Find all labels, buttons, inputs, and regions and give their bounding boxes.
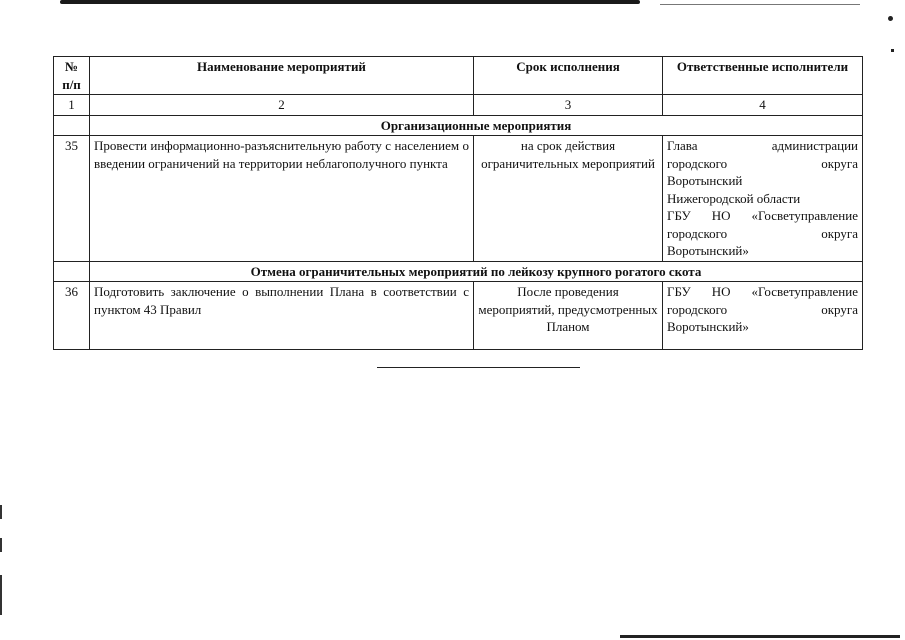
resp-line: Воротынский» <box>667 319 749 334</box>
col-number-cell: 3 <box>474 95 663 116</box>
row-name: Провести информационно-разъяснительную работу с населением о введении ограничений на территории неблагополучного пункта <box>90 136 474 262</box>
resp-line: городского округа <box>667 301 858 317</box>
col-number-cell: 1 <box>54 95 90 116</box>
resp-line: Воротынский» <box>667 243 749 258</box>
scan-artifact-bottom-bar <box>620 635 900 638</box>
row-num: 36 <box>54 282 90 350</box>
row-resp <box>663 282 863 350</box>
header-term: Срок исполнения <box>474 57 663 95</box>
table-header-row <box>54 57 863 95</box>
scan-artifact-top-bar <box>60 0 640 4</box>
resp-line: ГБУ НО «Госветуправление <box>667 284 858 299</box>
scan-artifact-dot <box>888 16 893 21</box>
col-number-cell: 4 <box>663 95 863 116</box>
resp-line: Глава администрации <box>667 138 858 153</box>
column-number-row <box>54 95 863 116</box>
resp-line: Воротынский <box>667 173 743 188</box>
row-name: Подготовить заключение о выполнении Плана в соответствии с пунктом 43 Правил <box>90 282 474 350</box>
resp-line: городского округа <box>667 225 858 241</box>
section-empty-cell <box>54 261 90 282</box>
section-header-row <box>54 261 863 282</box>
section-title: Отмена ограничительных мероприятий по лейкозу крупного рогатого скота <box>90 261 863 282</box>
resp-line: Нижегородской области <box>667 190 801 206</box>
row-num: 35 <box>54 136 90 262</box>
scan-artifact-left-tick <box>0 505 2 519</box>
table-row <box>54 136 863 262</box>
section-title: Организационные мероприятия <box>90 115 863 136</box>
end-of-document-rule <box>377 367 580 368</box>
header-name: Наименование мероприятий <box>90 57 474 95</box>
scan-artifact-dot <box>891 49 894 52</box>
header-num: № п/п <box>54 57 90 95</box>
row-term: на срок действия ограничительных мероприятий <box>474 136 663 262</box>
row-term: После проведения мероприятий, предусмотренных Планом <box>474 282 663 350</box>
resp-line: ГБУ НО «Госветуправление <box>667 208 858 223</box>
scan-artifact-left-tick <box>0 538 2 552</box>
table-row <box>54 282 863 350</box>
section-header-row <box>54 115 863 136</box>
resp-line: городского округа <box>667 155 858 171</box>
scan-artifact-top-line <box>660 4 860 5</box>
header-resp: Ответственные исполнители <box>663 57 863 95</box>
scan-artifact-left-tick <box>0 575 2 615</box>
row-resp <box>663 136 863 262</box>
section-empty-cell <box>54 115 90 136</box>
col-number-cell: 2 <box>90 95 474 116</box>
measures-table <box>53 56 863 350</box>
